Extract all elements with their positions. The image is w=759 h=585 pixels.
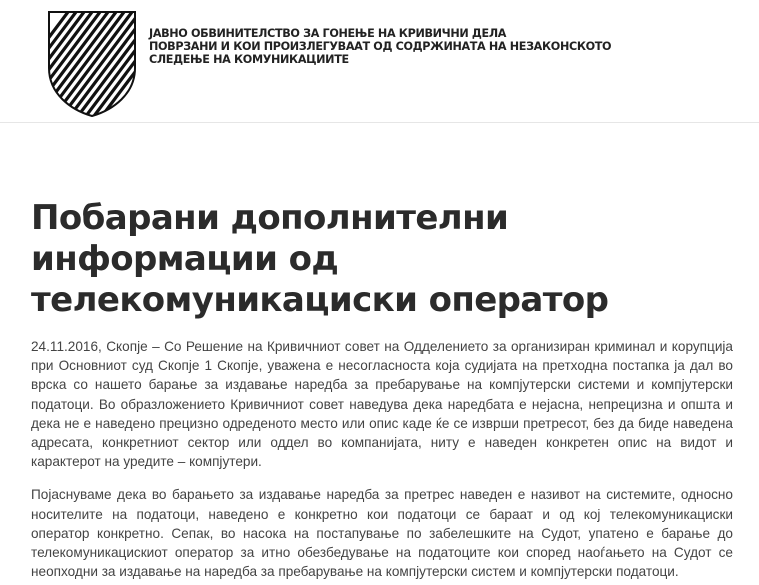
site-header [0, 0, 759, 123]
article-paragraph [31, 485, 733, 581]
paragraph-line: адресата, конкретниот сектор или оддел во компанијата, ниту е наведен конкретен опис на видот и [31, 435, 733, 451]
paragraph-line: неопходни за издавање на наредба за пребарување на компјутерски систем и компјутерски податоци. [31, 564, 679, 580]
organization-name[interactable] [149, 27, 611, 66]
shield-stripes-icon[interactable] [47, 10, 137, 118]
org-name-line: ЈАВНО ОБВИНИТЕЛСТВО ЗА ГОНЕЊЕ НА КРИВИЧНИ ДЕЛА [149, 27, 507, 40]
paragraph-line: при Основниот суд Скопје 1 Скопје, уважена е несогласноста која судијата на претходна постапка ја дал во [31, 358, 733, 374]
org-name-line: СЛЕДЕЊЕ НА КОМУНИКАЦИИТЕ [149, 53, 349, 66]
paragraph-line: носителите на податоци, наведено е конкретно кои податоци се бараат и од кој телекомуникациски [31, 506, 733, 522]
title-line: информации од [31, 239, 339, 279]
paragraph-line: врска со нашето барање за издавање наредба за пребарување на компјутерски системи и компјутерски [31, 377, 733, 393]
title-line: Побарани дополнителни [31, 198, 509, 238]
paragraph-line: карактерот на уредите – компјутери. [31, 454, 262, 470]
paragraph-line: Појаснуваме дека во барањето за издавање наредба за претрес наведен е називот на системите, односно [31, 487, 733, 503]
paragraph-line: телекомуникацискиот оператор за итно обезбедување на податоците кои според наоѓањето на Судот се [31, 545, 733, 561]
paragraph-line: дека не е наведено прецизно одреденото место или опис каде ќе се изврши претресот, без да биде наведена [31, 415, 733, 431]
article-paragraph [31, 337, 733, 471]
paragraph-line: податоци. Во образложението Кривичниот совет наведува дека наредбата е нејасна, непрецизна и општа и [31, 396, 733, 412]
article-body [31, 337, 733, 585]
org-name-line: ПОВРЗАНИ И КОИ ПРОИЗЛЕГУВААТ ОД СОДРЖИНАТА НА НЕЗАКОНСКОТО [149, 40, 612, 53]
article-title [31, 198, 731, 321]
paragraph-line: оператор конкретно. Сепак, во насока на постапување по забелешките на Судот, упатено е барање до [31, 525, 733, 541]
title-line: телекомуникациски оператор [31, 280, 609, 320]
paragraph-line: 24.11.2016, Скопје – Со Решение на Кривичниот совет на Одделението за организиран криминал и корупција [31, 339, 733, 354]
